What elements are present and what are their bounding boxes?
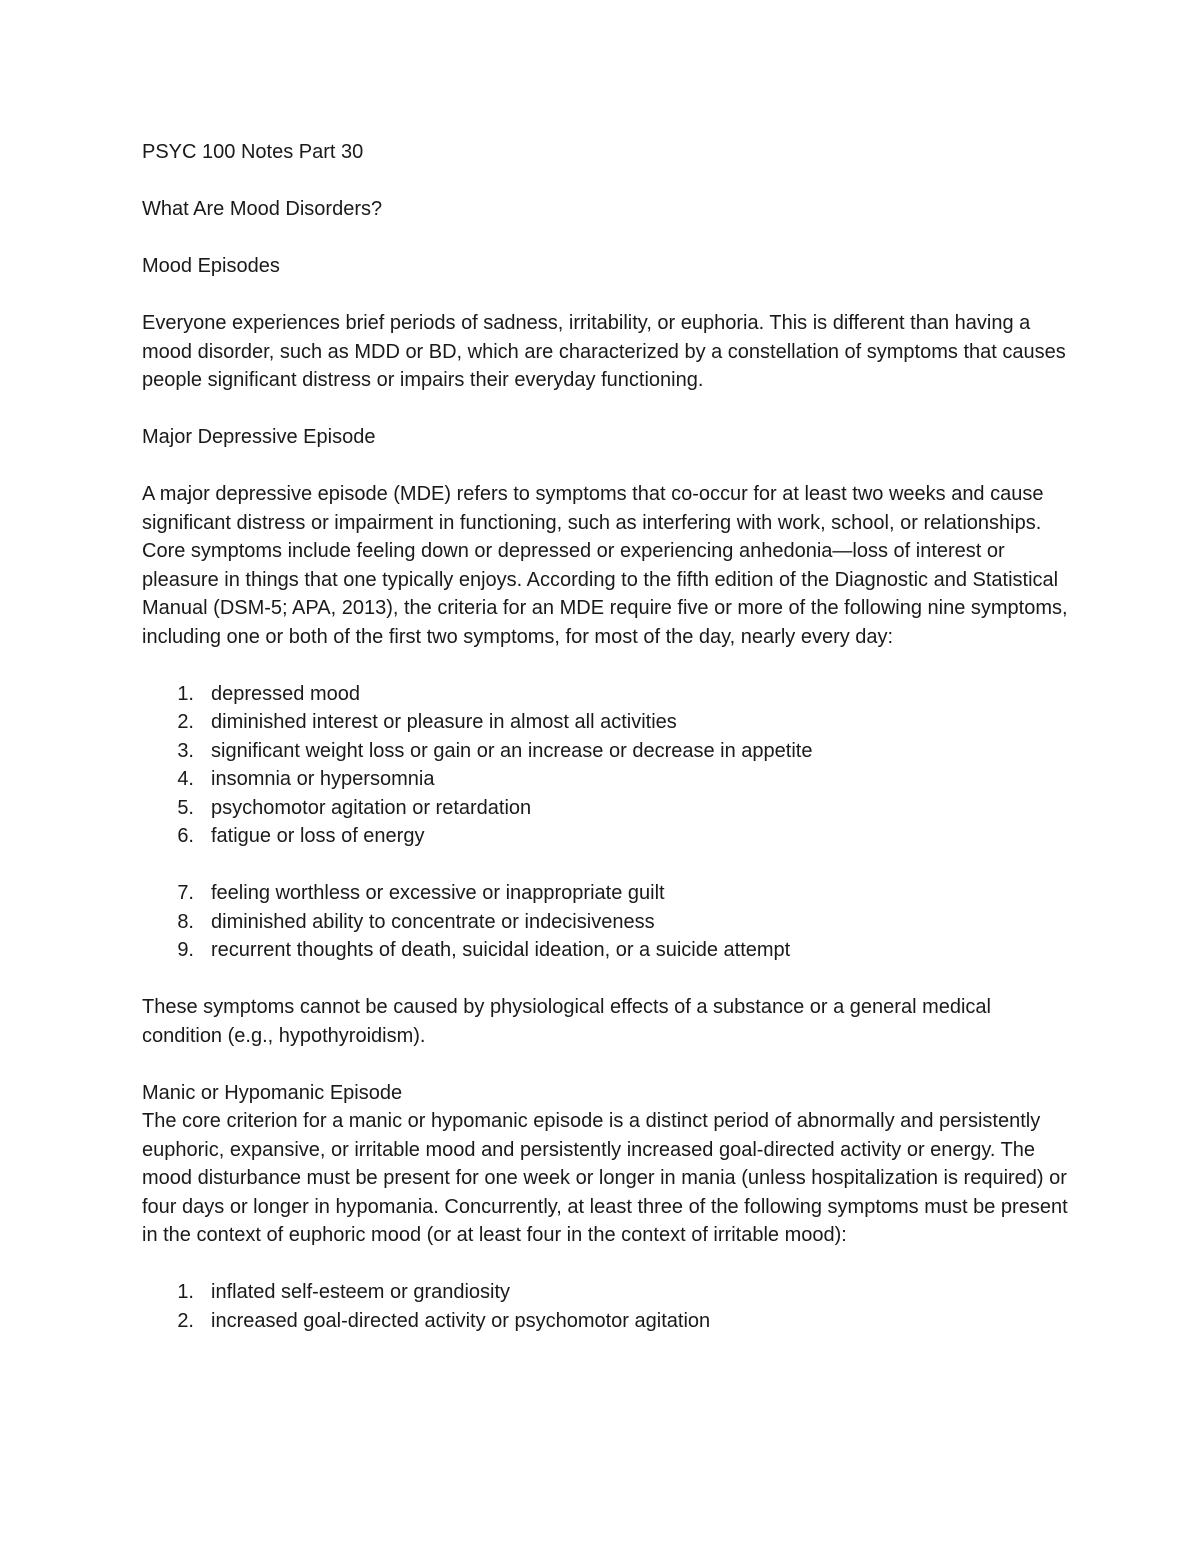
- list-item: [142, 765, 1072, 794]
- list-number: 9.: [177, 939, 194, 961]
- section-heading: What Are Mood Disorders?: [142, 198, 383, 220]
- manic-paragraph: The core criterion for a manic or hypomanic episode is a distinct period of abnormally and persistently euphoric, expansive, or irritable mood and persistently increased goal-directed activity or energy. The mood disturbance must be present for one week or longer in mania (unless hospitalization is required) or four days or longer in hypomania. Concurrently, at least three of the following symptoms must be present in the context of euphoric mood (or at least four in the context of irritable mood):: [142, 1110, 1068, 1246]
- intro-paragraph: Everyone experiences brief periods of sadness, irritability, or euphoria. This is different than having a mood disorder, such as MDD or BD, which are characterized by a constellation of symptoms that causes people significant distress or impairs their everyday functioning.: [142, 312, 1066, 391]
- list-number: 6.: [177, 825, 194, 847]
- spacer: [142, 167, 1072, 196]
- mde-note-paragraph: These symptoms cannot be caused by physiological effects of a substance or a general medical condition (e.g., hypothyroidism).: [142, 996, 991, 1047]
- list-item-text: feeling worthless or excessive or inappropriate guilt: [211, 882, 665, 904]
- list-item-text: diminished ability to concentrate or indecisiveness: [211, 910, 655, 933]
- list-number: 2.: [177, 1309, 194, 1332]
- spacer: [142, 224, 1072, 253]
- list-item-text: fatigue or loss of energy: [211, 825, 425, 847]
- document-page: [142, 138, 1072, 1335]
- spacer: [142, 395, 1072, 424]
- list-number: 2.: [177, 711, 194, 733]
- list-item-text: psychomotor agitation or retardation: [211, 796, 532, 819]
- mde-paragraph: A major depressive episode (MDE) refers to symptoms that co-occur for at least two weeks and cause significant distress or impairment in functioning, such as interfering with work, school, or relationships. Core symptoms include feeling down or depressed or experiencing anhedonia—loss of interest or pleasure in things that one typically enjoys. According to the fifth edition of the Diagnostic and Statistical Manual (DSM-5; APA, 2013), the criteria for an MDE require five or more of the following nine symptoms, including one or both of the first two symptoms, for most of the day, nearly every day:: [142, 483, 1068, 648]
- mde-symptom-list-2: [142, 879, 1072, 965]
- list-item: [142, 708, 1072, 737]
- subheading-manic-episode: Manic or Hypomanic Episode: [142, 1081, 403, 1104]
- list-item: [142, 737, 1072, 766]
- mde-symptom-list-1: [142, 680, 1072, 851]
- spacer: [142, 452, 1072, 481]
- list-number: 4.: [177, 768, 194, 790]
- list-number: 3.: [177, 739, 194, 762]
- subheading-major-depressive-episode: Major Depressive Episode: [142, 426, 376, 448]
- list-number: 1.: [177, 682, 194, 705]
- list-item: [142, 822, 1072, 851]
- list-item: [142, 1307, 1072, 1336]
- list-number: 1.: [177, 1281, 194, 1303]
- list-item-text: depressed mood: [211, 682, 360, 705]
- list-item: [142, 936, 1072, 965]
- spacer: [142, 1250, 1072, 1279]
- list-item-text: diminished interest or pleasure in almost all activities: [211, 711, 677, 733]
- document-title: PSYC 100 Notes Part 30: [142, 141, 364, 163]
- list-item: [142, 1278, 1072, 1307]
- list-number: 8.: [177, 910, 194, 933]
- list-item-text: insomnia or hypersomnia: [211, 768, 435, 790]
- list-item: [142, 879, 1072, 908]
- subheading-mood-episodes: Mood Episodes: [142, 255, 280, 277]
- list-item: [142, 794, 1072, 823]
- list-item-text: significant weight loss or gain or an increase or decrease in appetite: [211, 739, 813, 762]
- spacer: [142, 281, 1072, 310]
- list-number: 5.: [177, 796, 194, 819]
- list-item: [142, 908, 1072, 937]
- spacer: [142, 651, 1072, 680]
- manic-symptom-list: [142, 1278, 1072, 1335]
- spacer: [142, 1050, 1072, 1079]
- list-item-text: increased goal-directed activity or psychomotor agitation: [211, 1309, 711, 1332]
- list-number: 7.: [177, 882, 194, 904]
- list-item-text: recurrent thoughts of death, suicidal ideation, or a suicide attempt: [211, 939, 791, 961]
- spacer: [142, 851, 1072, 880]
- list-item: [142, 680, 1072, 709]
- list-item-text: inflated self-esteem or grandiosity: [211, 1281, 511, 1303]
- spacer: [142, 965, 1072, 994]
